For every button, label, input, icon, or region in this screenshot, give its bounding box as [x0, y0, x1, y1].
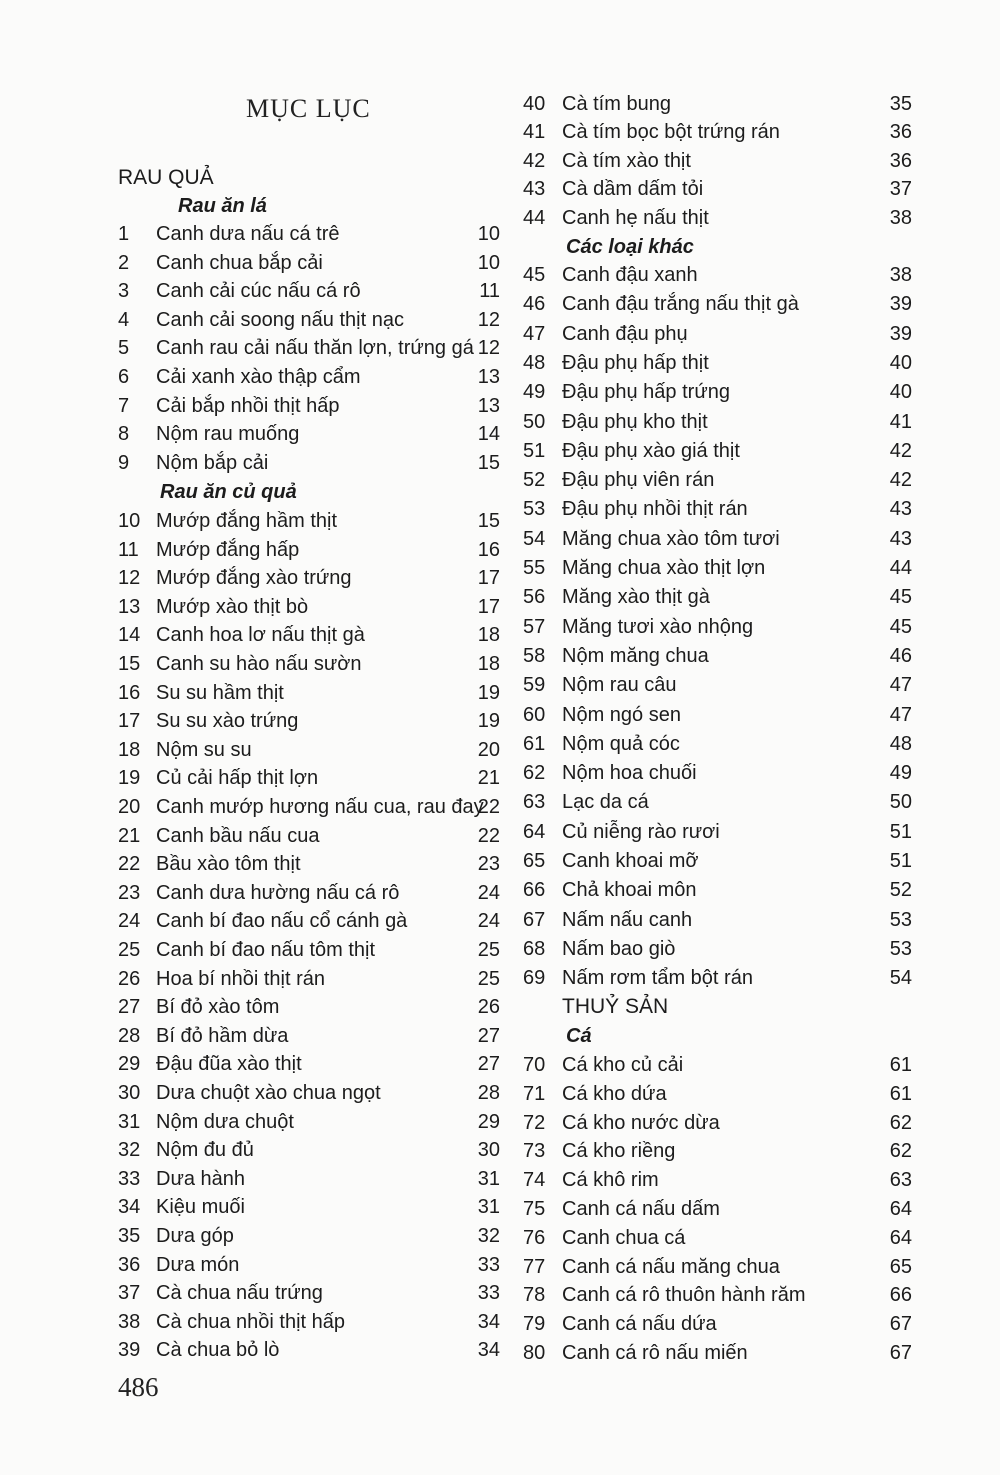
entry-number: 25: [118, 939, 141, 961]
entry-page: 48: [889, 732, 912, 755]
entry-page: 53: [889, 937, 912, 960]
entry-number: 78: [523, 1284, 546, 1307]
entry-title: Canh su hào nấu sườn: [156, 653, 362, 675]
entry-title: Canh dưa nấu cá trê: [156, 223, 340, 245]
toc-entry: [0, 527, 1000, 551]
entry-number: 30: [118, 1082, 141, 1104]
toc-entry: [0, 1111, 1000, 1135]
toc-entry: [0, 177, 1000, 201]
page-title: MỤC LỤC: [246, 94, 371, 123]
entry-page: 43: [889, 527, 912, 550]
toc-entry: [0, 206, 1000, 230]
entry-number: 32: [118, 1139, 141, 1162]
entry-title: Măng chua xào thịt lợn: [562, 557, 766, 579]
toc-entry: [0, 468, 1000, 492]
entry-number: 42: [523, 149, 546, 172]
entry-title: Cá kho củ cải: [562, 1054, 684, 1076]
toc-entry: [0, 120, 1000, 144]
entry-number: 67: [523, 908, 546, 931]
entry-title: Canh đậu trắng nấu thịt gà: [562, 293, 799, 316]
entry-page: 26: [477, 996, 500, 1019]
entry-number: 53: [523, 498, 546, 521]
entry-page: 39: [889, 293, 912, 316]
entry-title: Canh mướp hương nấu cua, rau đay: [156, 796, 484, 818]
entry-title: Cá kho riềng: [562, 1140, 676, 1163]
entry-page: 42: [889, 439, 912, 462]
entry-page: 31: [477, 1167, 500, 1190]
entry-page: 31: [477, 1196, 500, 1219]
entry-title: Nấm nấu canh: [562, 908, 693, 931]
entry-number: 10: [118, 510, 141, 532]
entry-number: 72: [523, 1111, 546, 1134]
entry-page: 64: [889, 1226, 912, 1249]
toc-entry: [0, 1139, 1000, 1163]
entry-title: Củ niễng rào rươi: [562, 820, 720, 843]
entry-number: 12: [118, 567, 141, 590]
toc-entry: [0, 1024, 1000, 1048]
entry-number: 16: [118, 681, 141, 704]
entry-page: 40: [889, 381, 912, 404]
entry-page: 61: [889, 1082, 912, 1105]
entry-number: 76: [523, 1226, 546, 1249]
entry-number: 61: [523, 732, 546, 755]
entry-number: 28: [118, 1024, 141, 1047]
entry-title: Canh cá nấu dấm: [562, 1198, 720, 1220]
entry-number: 60: [523, 703, 546, 726]
entry-number: 33: [118, 1167, 141, 1190]
entry-number: 23: [118, 881, 141, 904]
entry-title: Đậu phụ xào giá thịt: [562, 439, 740, 462]
entry-title: Cá kho nước dừa: [562, 1111, 720, 1134]
entry-number: 63: [523, 791, 546, 814]
entry-page: 53: [889, 908, 912, 931]
entry-page: 32: [477, 1225, 500, 1247]
entry-page: 23: [477, 853, 500, 876]
entry-title: Nộm su su: [156, 738, 252, 761]
entry-number: 5: [118, 337, 130, 360]
toc-entry: [0, 322, 1000, 346]
entry-page: 27: [477, 1053, 500, 1076]
entry-page: 13: [477, 366, 500, 388]
toc-entry: [0, 937, 1000, 961]
entry-number: 21: [118, 824, 141, 847]
entry-page: 24: [477, 910, 500, 933]
entry-title: Canh bí đao nấu tôm thịt: [156, 939, 376, 961]
entry-title: Mướp đắng hấp: [156, 538, 300, 561]
toc-entry: [0, 703, 1000, 727]
entry-page: 17: [477, 567, 500, 590]
entry-title: Nấm rơm tẩm bột rán: [562, 967, 753, 990]
entry-title: Cà chua bỏ lò: [156, 1339, 280, 1362]
entry-page: 29: [477, 1110, 500, 1133]
entry-title: Canh cải soong nấu thịt nạc: [156, 308, 404, 331]
entry-page: 45: [889, 615, 912, 638]
entry-title: Măng chua xào tôm tươi: [562, 527, 780, 550]
entry-number: 2: [118, 251, 130, 274]
entry-title: Nộm măng chua: [562, 644, 709, 667]
entry-page: 38: [889, 206, 912, 229]
toc-entry: [0, 1197, 1000, 1221]
entry-page: 10: [477, 251, 500, 274]
entry-page: 39: [889, 322, 912, 345]
toc-entry: [0, 263, 1000, 287]
entry-title: Đậu đũa xào thịt: [156, 1053, 302, 1076]
entry-title: Canh chua cá: [562, 1226, 686, 1249]
entry-page: 10: [477, 223, 500, 245]
entry-page: 33: [477, 1282, 500, 1305]
entry-title: Su su xào trứng: [156, 710, 299, 733]
entry-title: Đậu phụ nhồi thịt rán: [562, 498, 748, 521]
entry-page: 67: [889, 1342, 912, 1364]
entry-title: Kiệu muối: [156, 1196, 245, 1219]
entry-title: Chả khoai môn: [562, 879, 697, 902]
entry-page: 11: [479, 280, 500, 303]
toc-entry: [0, 1082, 1000, 1106]
toc-entry: [0, 410, 1000, 434]
entry-page: 12: [477, 337, 500, 360]
entry-title: Đậu phụ kho thịt: [562, 410, 708, 433]
toc-entry: [0, 673, 1000, 697]
entry-page: 50: [889, 791, 912, 814]
entry-title: Bí đỏ hầm dừa: [156, 1024, 289, 1047]
entry-number: 4: [118, 308, 130, 331]
entry-page: 47: [889, 674, 912, 697]
entry-page: 45: [889, 586, 912, 609]
entry-title: Nộm bắp cải: [156, 451, 269, 474]
entry-title: Đậu phụ hấp thịt: [562, 351, 709, 374]
entry-title: Nộm ngó sen: [562, 703, 681, 726]
entry-page: 66: [889, 1284, 912, 1307]
toc-entry: [0, 1341, 1000, 1365]
subsection-heading: Cá: [566, 1025, 592, 1047]
entry-title: Canh bầu nấu cua: [156, 824, 320, 847]
toc-entry: [0, 439, 1000, 463]
entry-title: Canh cá nấu măng chua: [562, 1255, 780, 1278]
entry-number: 11: [118, 538, 139, 561]
entry-page: 41: [889, 410, 912, 433]
entry-title: Nấm bao giò: [562, 937, 676, 960]
entry-title: Đậu phụ viên rán: [562, 469, 715, 492]
entry-title: Củ cải hấp thịt lợn: [156, 767, 319, 790]
toc-entry: [0, 820, 1000, 844]
toc-entry: [0, 585, 1000, 609]
entry-number: 24: [118, 910, 141, 933]
entry-page: 49: [889, 762, 912, 785]
entry-page: 22: [477, 824, 500, 847]
entry-title: Nộm quả cóc: [562, 732, 680, 755]
entry-page: 18: [477, 624, 500, 647]
toc-entry: [0, 1283, 1000, 1307]
entry-page: 12: [477, 308, 500, 331]
entry-title: Cà chua nhồi thịt hấp: [156, 1310, 346, 1333]
entry-page: 13: [477, 394, 500, 417]
toc-entry: [0, 790, 1000, 814]
entry-page: 52: [889, 879, 912, 902]
entry-number: 8: [118, 423, 130, 446]
entry-number: 36: [118, 1253, 141, 1276]
entry-title: Cà tím bung: [562, 93, 671, 115]
entry-number: 52: [523, 469, 546, 492]
entry-number: 48: [523, 351, 546, 374]
entry-page: 21: [477, 767, 500, 790]
toc-entry: [0, 761, 1000, 785]
entry-title: Cá khô rim: [562, 1169, 659, 1192]
entry-number: 75: [523, 1198, 546, 1220]
entry-number: 77: [523, 1255, 546, 1278]
entry-title: Canh khoai mỡ: [562, 850, 699, 872]
entry-title: Canh dưa hường nấu cá rô: [156, 881, 400, 904]
entry-page: 19: [477, 710, 500, 733]
entry-number: 6: [118, 366, 130, 388]
entry-page: 24: [477, 881, 500, 904]
entry-title: Măng tươi xào nhộng: [562, 615, 754, 638]
entry-number: 41: [523, 121, 546, 144]
entry-number: 59: [523, 674, 546, 697]
entry-number: 50: [523, 410, 546, 433]
toc-entry: [0, 644, 1000, 668]
entry-page: 27: [477, 1024, 500, 1047]
entry-number: 45: [523, 264, 546, 286]
entry-number: 37: [118, 1282, 141, 1305]
toc-entry: [0, 615, 1000, 639]
entry-page: 15: [477, 510, 500, 532]
entry-page: 67: [889, 1313, 912, 1336]
entry-number: 1: [118, 223, 130, 245]
entry-title: Canh đậu xanh: [562, 264, 698, 286]
entry-page: 15: [477, 451, 500, 474]
entry-number: 40: [523, 93, 546, 115]
entry-title: Canh cá rô thuôn hành răm: [562, 1284, 806, 1307]
entry-number: 39: [118, 1339, 141, 1362]
toc-entry: [0, 1255, 1000, 1279]
entry-number: 74: [523, 1169, 546, 1192]
entry-title: Cà dầm dấm tỏi: [562, 178, 704, 201]
entry-title: Mướp xào thịt bò: [156, 595, 309, 618]
entry-title: Nộm rau muống: [156, 423, 300, 446]
entry-number: 31: [118, 1110, 141, 1133]
entry-title: Hoa bí nhồi thịt rán: [156, 967, 325, 990]
section-heading-thuy-san: THUỶ SẢN: [562, 995, 669, 1018]
entry-title: Lạc da cá: [562, 791, 649, 814]
entry-title: Bí đỏ xào tôm: [156, 996, 280, 1019]
entry-number: 35: [118, 1225, 141, 1247]
entry-page: 25: [477, 967, 500, 990]
entry-number: 27: [118, 996, 141, 1019]
entry-page: 17: [477, 595, 500, 618]
entry-number: 38: [118, 1310, 141, 1333]
entry-page: 51: [889, 850, 912, 872]
entry-title: Dưa món: [156, 1253, 240, 1276]
subsection-heading: Các loại khác: [566, 236, 694, 258]
entry-page: 63: [889, 1169, 912, 1192]
entry-number: 34: [118, 1196, 141, 1219]
entry-page: 61: [889, 1054, 912, 1076]
toc-entry: [0, 995, 1000, 1019]
entry-number: 20: [118, 796, 141, 818]
toc-entry: [0, 380, 1000, 404]
toc-entry: [0, 92, 1000, 116]
entry-title: Canh đậu phụ: [562, 322, 688, 345]
entry-title: Canh rau cải nấu thăn lợn, trứng gá: [156, 337, 474, 360]
entry-number: 22: [118, 853, 141, 876]
entry-page: 22: [477, 796, 500, 818]
entry-page: 14: [477, 423, 500, 446]
entry-number: 26: [118, 967, 141, 990]
entry-page: 20: [477, 738, 500, 761]
entry-page: 42: [889, 469, 912, 492]
entry-page: 47: [889, 703, 912, 726]
entry-number: 54: [523, 527, 546, 550]
toc-entry: [0, 149, 1000, 173]
entry-page: 30: [477, 1139, 500, 1162]
entry-number: 3: [118, 280, 130, 303]
entry-number: 49: [523, 381, 546, 404]
entry-page: 16: [477, 538, 500, 561]
entry-title: Su su hầm thịt: [156, 681, 284, 704]
entry-number: 69: [523, 967, 546, 990]
entry-number: 19: [118, 767, 141, 790]
entry-number: 64: [523, 820, 546, 843]
entry-page: 44: [889, 557, 912, 579]
entry-number: 65: [523, 850, 546, 872]
toc-entry: [0, 1312, 1000, 1336]
toc-entry: [0, 732, 1000, 756]
toc-entry: [0, 878, 1000, 902]
entry-number: 62: [523, 762, 546, 785]
entry-number: 57: [523, 615, 546, 638]
toc-entry: [0, 292, 1000, 316]
entry-title: Măng xào thịt gà: [562, 586, 710, 609]
entry-page: 51: [889, 820, 912, 843]
entry-number: 13: [118, 595, 141, 618]
toc-entry: [0, 1226, 1000, 1250]
entry-number: 56: [523, 586, 546, 609]
entry-page: 33: [477, 1253, 500, 1276]
entry-number: 71: [523, 1082, 546, 1105]
entry-title: Cà tím xào thịt: [562, 149, 691, 172]
entry-page: 36: [889, 121, 912, 144]
entry-number: 68: [523, 937, 546, 960]
entry-title: Đậu phụ hấp trứng: [562, 381, 730, 404]
entry-page: 25: [477, 939, 500, 961]
entry-page: 62: [889, 1111, 912, 1134]
entry-title: Bầu xào tôm thịt: [156, 853, 301, 876]
entry-page: 34: [477, 1310, 500, 1333]
entry-title: Nộm đu đủ: [156, 1139, 254, 1162]
entry-page: 34: [477, 1339, 500, 1362]
entry-title: Dưa góp: [156, 1225, 234, 1247]
entry-number: 7: [118, 394, 130, 417]
entry-page: 35: [889, 93, 912, 115]
entry-page: 43: [889, 498, 912, 521]
entry-title: Cá kho dứa: [562, 1082, 667, 1105]
entry-number: 80: [523, 1342, 546, 1364]
entry-page: 54: [889, 967, 912, 990]
entry-title: Mướp đắng hầm thịt: [156, 510, 338, 532]
entry-title: Cà chua nấu trứng: [156, 1282, 323, 1305]
entry-page: 18: [477, 653, 500, 675]
entry-page: 46: [889, 644, 912, 667]
page-number: 486: [118, 1372, 159, 1402]
toc-entry: [0, 1053, 1000, 1077]
entry-page: 19: [477, 681, 500, 704]
entry-number: 79: [523, 1313, 546, 1336]
entry-title: Canh chua bắp cải: [156, 251, 323, 274]
entry-number: 66: [523, 879, 546, 902]
entry-number: 55: [523, 557, 546, 579]
entry-number: 18: [118, 738, 141, 761]
entry-number: 14: [118, 624, 141, 647]
entry-title: Canh hoa lơ nấu thịt gà: [156, 624, 365, 647]
entry-number: 15: [118, 653, 141, 675]
toc-entry: [0, 849, 1000, 873]
entry-number: 17: [118, 710, 141, 733]
toc-entry: [0, 351, 1000, 375]
entry-title: Mướp đắng xào trứng: [156, 567, 352, 590]
entry-number: 9: [118, 451, 130, 474]
entry-title: Canh hẹ nấu thịt: [562, 206, 709, 229]
entry-title: Nộm hoa chuối: [562, 762, 697, 785]
toc-entry: [0, 497, 1000, 521]
entry-title: Canh cải cúc nấu cá rô: [156, 280, 361, 303]
entry-number: 44: [523, 206, 546, 229]
toc-entry: [0, 556, 1000, 580]
toc-entry: [0, 908, 1000, 932]
entry-title: Cải xanh xào thập cẩm: [156, 366, 361, 388]
entry-page: 40: [889, 351, 912, 374]
entry-number: 58: [523, 644, 546, 667]
entry-page: 64: [889, 1198, 912, 1220]
entry-number: 70: [523, 1054, 546, 1076]
entry-title: Canh cá nấu dứa: [562, 1313, 717, 1336]
entry-title: Nộm dưa chuột: [156, 1110, 294, 1133]
entry-title: Nộm rau câu: [562, 674, 677, 697]
entry-title: Cải bắp nhồi thịt hấp: [156, 394, 340, 417]
subsection-heading: Rau ăn lá: [178, 195, 267, 217]
entry-number: 51: [523, 439, 546, 462]
toc-entry: [0, 966, 1000, 990]
entry-title: Cà tím bọc bột trứng rán: [562, 121, 780, 144]
entry-title: Canh bí đao nấu cổ cánh gà: [156, 910, 408, 933]
entry-number: 43: [523, 178, 546, 201]
entry-number: 29: [118, 1053, 141, 1076]
entry-number: 47: [523, 322, 546, 345]
entry-page: 65: [889, 1255, 912, 1278]
entry-title: Dưa chuột xào chua ngọt: [156, 1082, 381, 1104]
entry-number: 73: [523, 1140, 546, 1163]
subsection-heading: Rau ăn củ quả: [160, 481, 297, 503]
entry-number: 46: [523, 293, 546, 316]
entry-page: 38: [889, 264, 912, 286]
entry-page: 28: [477, 1082, 500, 1104]
toc-entry: [0, 1168, 1000, 1192]
entry-page: 62: [889, 1140, 912, 1163]
entry-page: 37: [889, 178, 912, 201]
entry-title: Dưa hành: [156, 1167, 246, 1190]
entry-title: Canh cá rô nấu miến: [562, 1342, 748, 1364]
entry-page: 36: [889, 149, 912, 172]
section-heading-rau-qua: RAU QUẢ: [118, 166, 214, 189]
